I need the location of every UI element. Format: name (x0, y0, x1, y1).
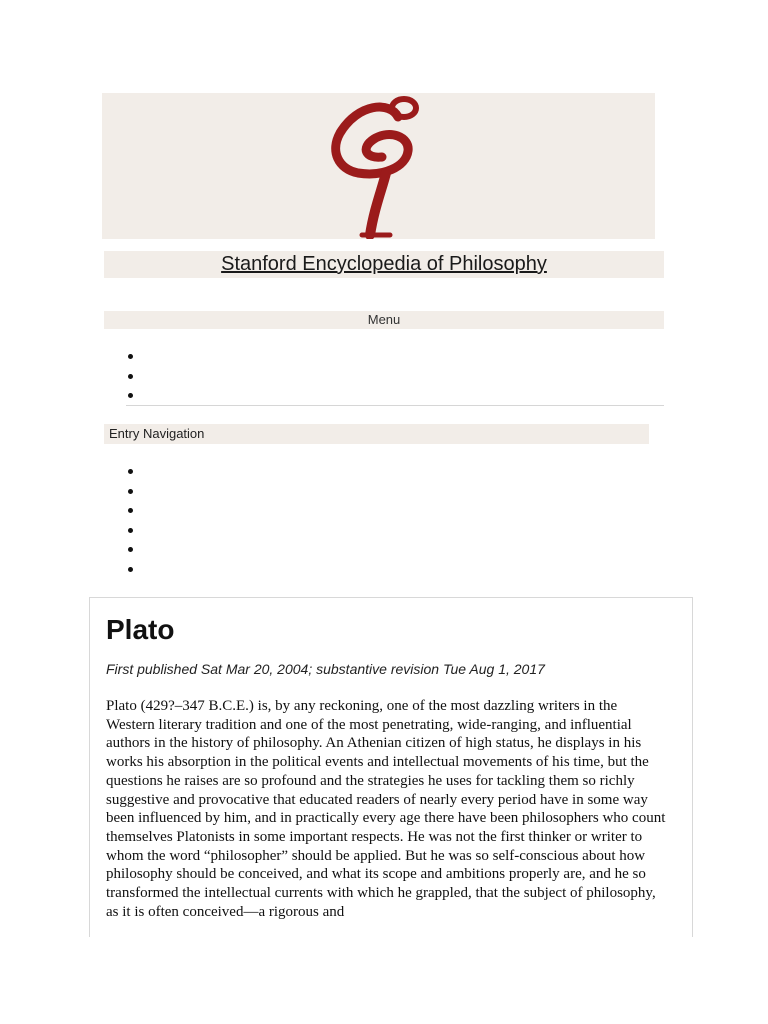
article-content (89, 597, 693, 937)
sep-thinker-logo-icon[interactable] (328, 93, 428, 239)
article-preamble: Plato (429?–347 B.C.E.) is, by any reckoning, one of the most dazzling writers in the Western literary tradition and one of the most penetrating, wide-ranging, and influential authors in the history of philosophy. An Athenian citizen of high status, he displays in his works his absorption in the political events and intellectual movements of his time, but the questions he raises are so profound and the strategies he uses for tackling them so richly suggestive and provocative that educated readers of nearly every period have in some way been influenced by him, and in practically every age there have been philosophers who count themselves Platonists in some important respects. He was not the first thinker or writer to whom the word “philosopher” should be applied. But he was so self-conscious about how philosophy should be conceived, and what its scope and ambitions properly are, and he so transformed the intellectual currents with which he grappled, that the subject of philosophy, as it is often conceived—a rigorous and (106, 698, 666, 920)
publication-info: First published Sat Mar 20, 2004; substantive revision Tue Aug 1, 2017 (106, 661, 545, 677)
site-title-bar (104, 251, 664, 278)
divider (126, 405, 664, 406)
article-title: Plato (106, 614, 175, 645)
site-title-link[interactable]: Stanford Encyclopedia of Philosophy (221, 253, 547, 275)
menu-toggle-button[interactable]: Menu (104, 311, 664, 329)
logo-banner[interactable] (102, 93, 655, 239)
entry-navigation-toggle[interactable]: Entry Navigation (104, 424, 649, 444)
